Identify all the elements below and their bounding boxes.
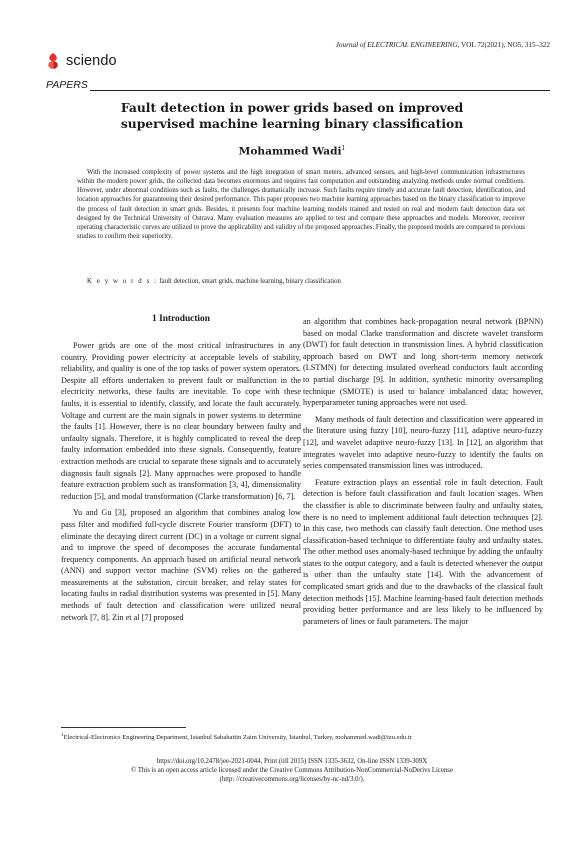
paragraph: Feature extraction plays an essential role in fault detection. Fault detection is before fault classification and fault location stages. When the classifier is able to discriminate between faulty and unfaulty states, there is no need to implement additional fault detection techniques [2]. In this case, two methods can classify fault detection. One method uses classification-based technique to differentiate faulty and unfaulty states. The other method uses anomaly-based technique by adding the unfaulty states to the output category, and a fault is detected whenever the output is other than the unfaulty state [14]. With the advancement of complicated smart grids and due to the drawbacks of the classical fault detection methods [15]. Machine learning-based fault detection methods providing better performance and are less likely to be influenced by parameters of lines or fault parameters. The major [303, 477, 543, 626]
journal-volume-pages: , VOL 72(2021), NO5, 315–322 [457, 41, 550, 49]
journal-citation [150, 41, 550, 49]
footnote-rule [61, 727, 186, 728]
paragraph: an algorithm that combines back-propagation neural network (BPNN) based on modal Clarke transformation and discrete wavelet transform (DWT) for fault detection in transmission lines. A hybrid classification approach based on DWT and long short-term memory network (LSTMN) for detecting insulated overhead conductors fault according to partial discharge [9]. In addition, synthetic minority oversampling technique (SMOTE) is used to balance imbalanced data; however, hyperparameter tuning approaches were not used. [303, 317, 543, 408]
title-line-1: Fault detection in power grids based on improved [120, 100, 464, 115]
article-title [60, 100, 524, 132]
author-line [60, 145, 524, 158]
sciendo-petal-logo-icon [45, 52, 61, 70]
left-column [61, 340, 301, 623]
license-line-1: © This is an open access article licensed under the Creative Commons Attribution-NonCommercial-NoDerivs License [131, 767, 453, 774]
author-affiliation-mark: 1 [341, 145, 346, 152]
publisher-wordmark: sciendo [66, 53, 117, 69]
title-line-2: supervised machine learning binary classification [120, 116, 464, 131]
section-heading-introduction: 1 Introduction [152, 314, 210, 324]
footnote-affiliation [61, 733, 561, 741]
publisher-logo [45, 52, 117, 70]
paragraph: Power grids are one of the most critical infrastructures in any country. Providing power electricity at acceptable levels of stability, reliability, and quality is one of the top tasks of power system operators. Despite all efforts undertaken to prevent fault or malfunction in the electricity networks, these faults are inevitable. To cope with these faults, it is essential to identify, classify, and locate the fault accurately. Voltage and current are the main signals in power systems to determine the faults [1]. However, there is no clear boundary between faulty and unfaulty signals. Therefore, it is highly complicated to reveal the deep faulty information embedded into these signals. Consequently, feature extraction methods are crucial to separate these signals and to accurately diagnosis fault signals [2]. Many approaches were proposed to handle feature extraction problem such as transformation [3, 4], dimensionality reduction [5], and modal transformation (Clarke transformation) [6, 7]. [61, 341, 301, 501]
footnote-text: Electrical-Electronics Engineering Department, Istanbul Sabahattin Zaim University, Istanbul, Turkey, mohammed.wadi@izu.edu.tr [63, 734, 412, 742]
header-rule [90, 90, 550, 91]
paragraph: Many methods of fault detection and classification were appeared in the literature using fuzzy [10], neuro-fuzzy [11], adaptive neuro-fuzzy [12], and wavelet adaptive neuro-fuzzy [13]. In [12], an algorithm that integrates wavelet into adaptive neuro-fuzzy to identify the faults on series compensated transmission lines was introduced. [303, 414, 543, 471]
footnote-mark: 1 [61, 733, 64, 738]
section-label: PAPERS [46, 79, 88, 91]
right-column [303, 316, 543, 627]
keywords-text: fault detection, smart grids, machine learning, binary classification [159, 278, 341, 285]
keywords-label: K e y w o r d s : [87, 278, 158, 285]
keywords [77, 278, 525, 285]
license-line-2: (http: //creativecommons.org/licenses/by-nc-nd/3.0/). [219, 776, 365, 783]
author-name: Mohammed Wadi [238, 145, 342, 158]
paragraph: Yu and Gu [3], proposed an algorithm that combines analog low pass filter and modified full-cycle discrete Fourier transform (DFT) to eliminate the decaying direct current (DC) in a voltage or current signal and to improve the speed of decomposes the accurate fundamental frequency components. An approach based on artificial neural network (ANN) and support vector machine (SVM) relies on the gathered measurements at the substation, circuit breaker, and relay states for locating faults in radial distribution systems was presented in [5]. Many methods of fault detection and classification were utilized neural network [7, 8]. Zin et al [7] proposed [61, 508, 301, 622]
doi-issn-line: https://doi.org/10.2478/jee-2021-0044, Print (till 2015) ISSN 1335-3632, On-line ISSN 1339-309X [156, 758, 428, 765]
journal-name: Journal of ELECTRICAL ENGINEERING [335, 41, 458, 49]
abstract: With the increased complexity of power systems and the high integration of smart meters, advanced sensors, and high-level communication infrastructures within the modern power grids, the collected data becomes enormous and requires fast computation and outstanding analyzing methods under normal conditions. However, under abnormal conditions such as faults, the challenges dramatically increase. Such faults require timely and accurate fault detection, identification, and location approaches for guaranteeing their desired performance. This paper proposes two machine learning approaches based on the binary classification to improve the process of fault detection in smart grids. Besides, it presents four machine learning models trained and tested on real and modern fault detection data set designed by the Technical University of Ostrava. Many evaluation measures are applied to test and compare these approaches and models. Moreover, receiver operating characteristic curves are utilized to prove the applicability and validity of the proposed approaches. Finally, the proposed models are compared to previous studies to confirm their superiority. [77, 169, 525, 240]
